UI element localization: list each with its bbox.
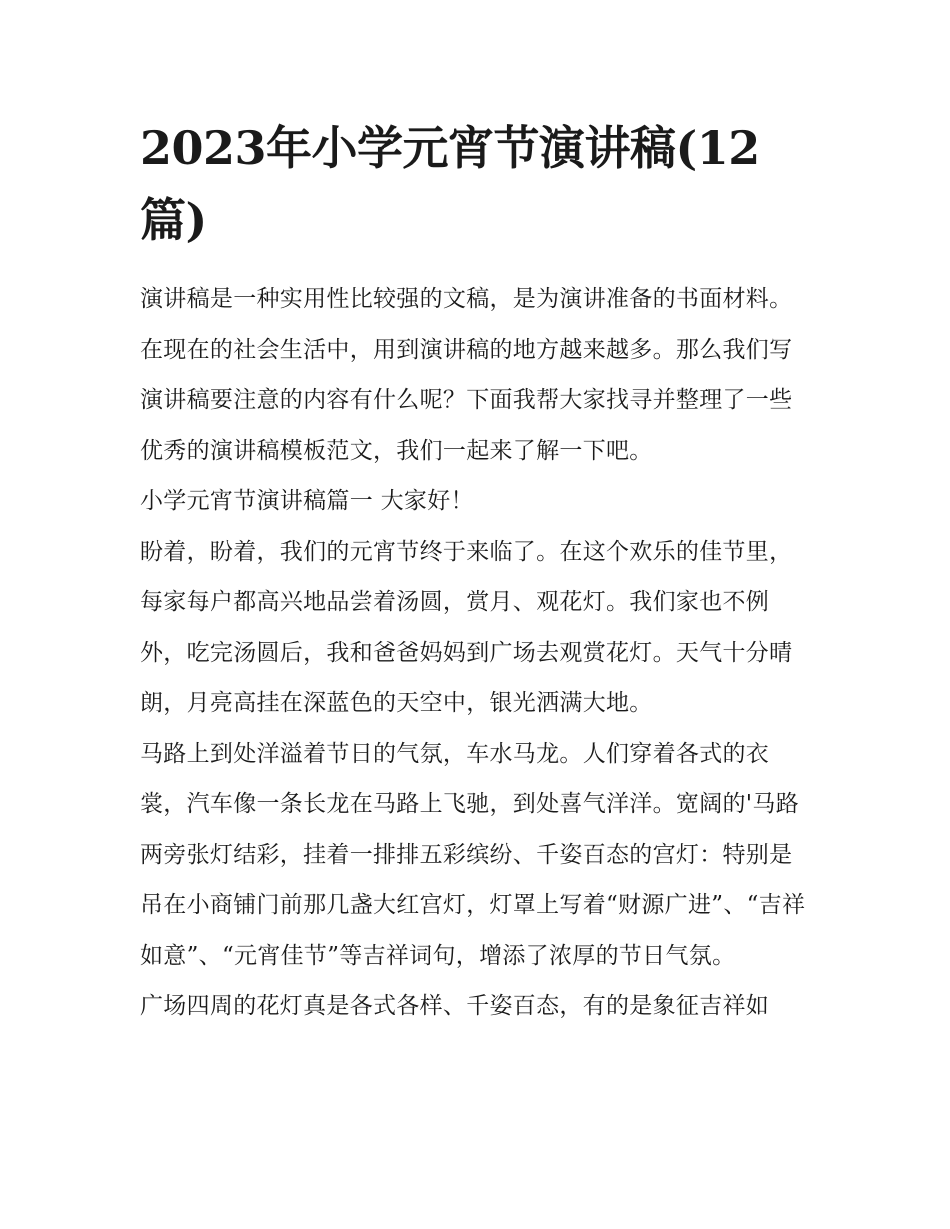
paragraph-body-3: 广场四周的花灯真是各式各样、千姿百态，有的是象征吉祥如 [140,993,770,1019]
paragraph-body-2: 马路上到处洋溢着节日的气氛，车水马龙。人们穿着各式的衣裳，汽车像一条长龙在马路上飞驰，到处喜气洋洋。宽阔的'马路两旁张灯结彩，挂着一排排五彩缤纷、千姿百态的宫灯：特别是吊在小商铺门前那几盏大红宫灯，灯罩上写着“财源广进”、“吉祥如意”、“元宵佳节”等吉祥词句，增添了浓厚的节日气氛。 [140,740,806,969]
paragraph-body-1: 盼着，盼着，我们的元宵节终于来临了。在这个欢乐的佳节里，每家每户都高兴地品尝着汤圆，赏月、观花灯。我们家也不例外，吃完汤圆后，我和爸爸妈妈到广场去观赏花灯。天气十分晴朗，月亮高挂在深蓝色的天空中，银光洒满大地。 [140,538,793,716]
paragraph-section-heading: 小学元宵节演讲稿篇一 大家好！ [140,488,474,514]
document-title: 2023年小学元宵节演讲稿(12篇) [140,121,760,247]
paragraph-intro: 演讲稿是一种实用性比较强的文稿，是为演讲准备的书面材料。在现在的社会生活中，用到演讲稿的地方越来越多。那么我们写演讲稿要注意的内容有什么呢？下面我帮大家找寻并整理了一些优秀的演讲稿模板范文，我们一起来了解一下吧。 [140,286,793,464]
document-page [140,112,812,1032]
